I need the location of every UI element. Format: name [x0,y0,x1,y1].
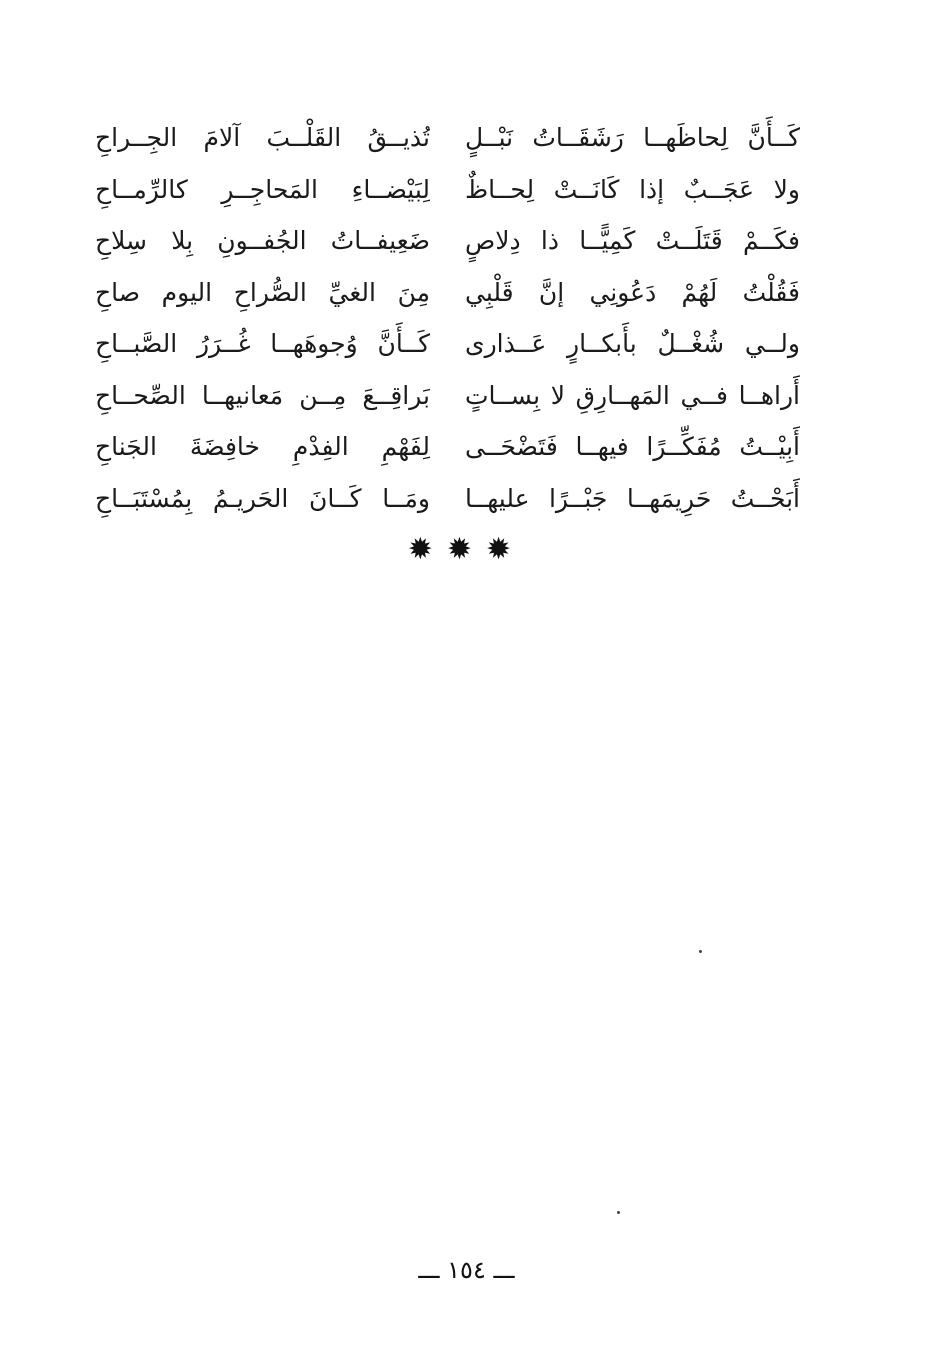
verse-8-first-hemistich: أَبَحْــتُ حَرِيمَهــا جَبْــرًا عليهــا [465,483,800,513]
verse-5-second-hemistich: كَــأَنَّ وُجوهَهــا غُــرَرُ الصَّبــاحِ [95,329,430,358]
verse-3 [95,215,800,267]
verse-4-first-hemistich: فَقُلْتُ لَهُمْ دَعُونِي إنَّ قَلْبِي [465,277,800,307]
verse-7 [95,421,800,473]
verse-6-first-hemistich: أَراهــا فــي المَهــارِقِ لا بِســاتٍ [465,380,800,410]
verse-2-second-hemistich: لِبَيْضــاءِ المَحاجِــرِ كالرِّمــاحِ [95,174,430,204]
scan-speck [617,1211,620,1214]
verse-1 [95,112,800,164]
section-separator: ✹✹✹ [407,532,526,567]
verse-4 [95,267,800,319]
scan-speck [699,950,702,953]
verse-5 [95,318,800,370]
page-number: ـــ ١٥٤ ـــ [418,1256,515,1284]
verse-3-first-hemistich: فكَــمْ قَتَلَــتْ كَمِيًّــا ذا دِلاصٍ [465,226,800,255]
verse-6 [95,370,800,422]
verse-5-first-hemistich: ولــي شُغْــلٌ بأَبكــارٍ عَــذارى [465,329,800,358]
verse-7-first-hemistich: أَبِيْــتُ مُفَكِّــرًا فيهــا فَتَضْحَــى [465,432,800,461]
verse-2 [95,164,800,216]
verse-8 [95,473,800,525]
verse-6-second-hemistich: بَراقِــعَ مِــن مَعانيهــا الصِّحــاحِ [95,380,430,410]
verse-2-first-hemistich: ولا عَجَــبٌ إذا كَانَــتْ لِحــاظٌ [465,174,800,204]
verse-3-second-hemistich: ضَعِيفــاتُ الجُفــونِ بِلا سِلاحِ [95,226,430,255]
verse-1-second-hemistich: تُذيــقُ القَلْــبَ آلامَ الجِــراحِ [95,123,430,152]
verse-7-second-hemistich: لِفَهْمِ الفِدْمِ خافِضَةَ الجَناحِ [95,432,430,461]
poem [95,112,800,524]
verse-1-first-hemistich: كَــأَنَّ لِحاظَهــا رَشَقَــاتُ نَبْــلٍ [465,123,800,152]
verse-4-second-hemistich: مِنَ الغيِّ الصُّراحِ اليوم صاحِ [95,277,430,307]
verse-8-second-hemistich: ومَــا كَــانَ الحَريـمُ بِمُسْتَبَــاحِ [95,483,430,513]
